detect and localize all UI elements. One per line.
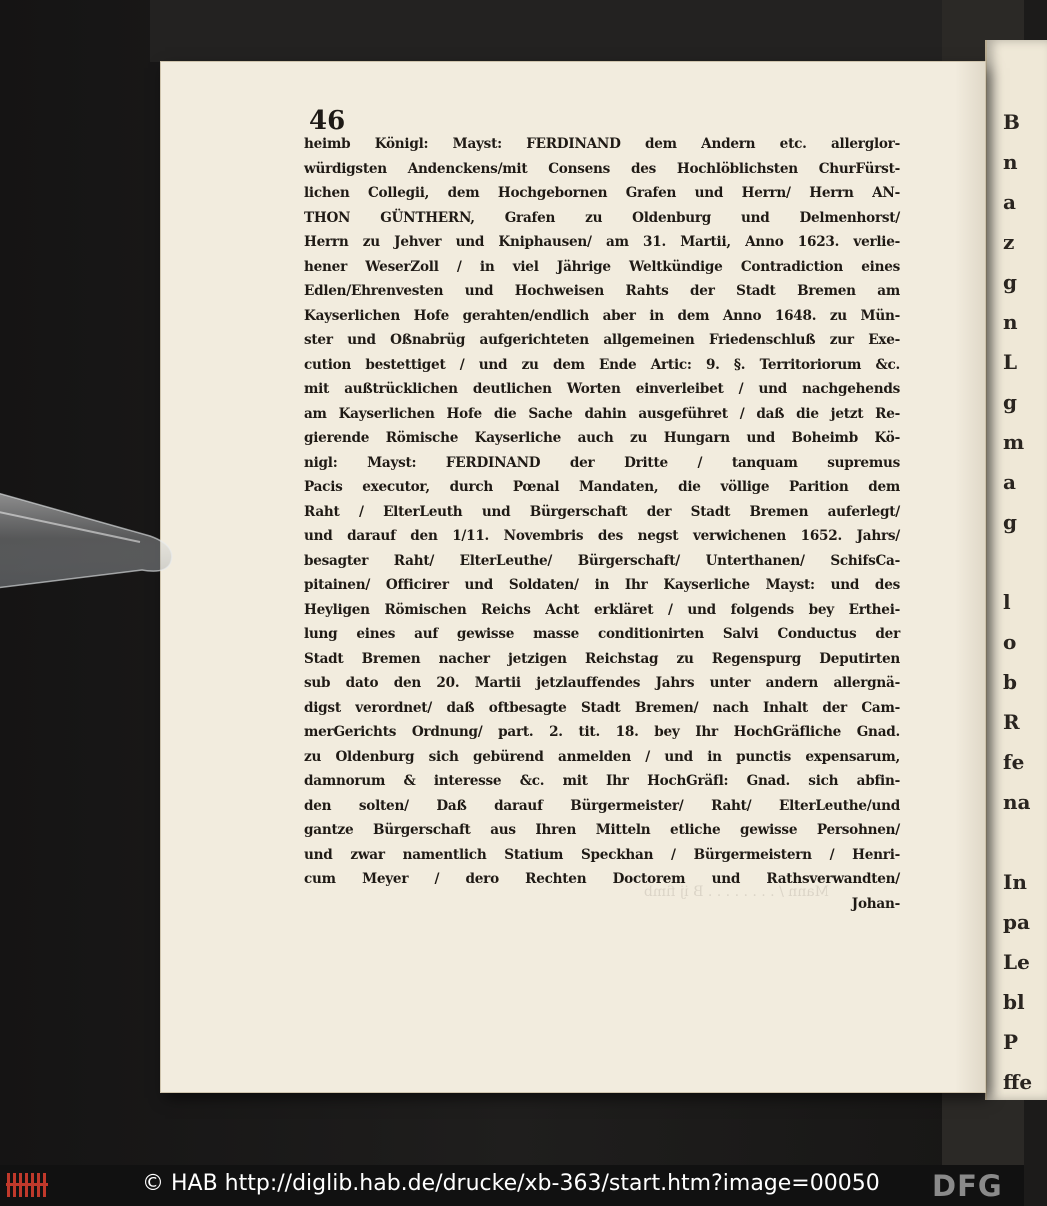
text-line: gantze Bürgerschaft aus Ihren Mitteln etliche gewisse Persohnen/ bbox=[304, 822, 900, 838]
page-text bbox=[304, 132, 900, 916]
text-line: würdigsten Andenckens/mit Consens des Hochlöblichsten ChurFürst- bbox=[304, 160, 900, 177]
facing-page bbox=[985, 40, 1047, 1100]
facing-page-glyph: z bbox=[1003, 230, 1015, 254]
facing-page-glyph: a bbox=[1003, 470, 1016, 494]
background-shadow bbox=[150, 0, 950, 62]
facing-page-glyph: m bbox=[1003, 430, 1025, 454]
text-line: hener WeserZoll / in viel Jährige Weltkündige Contradiction eines bbox=[304, 258, 900, 275]
page-number: 46 bbox=[309, 106, 346, 136]
text-line: Johan- bbox=[851, 895, 900, 912]
gutter-shade bbox=[955, 62, 985, 1092]
text-line: lung eines auf gewisse masse conditionirten Salvi Conductus der bbox=[304, 626, 900, 642]
facing-page-glyph: l bbox=[1003, 590, 1011, 614]
facing-page-glyph: n bbox=[1003, 310, 1018, 334]
text-line: und darauf den 1/11. Novembris des negst verwichenen 1652. Jahrs/ bbox=[304, 528, 900, 544]
text-line: heimb Königl: Mayst: FERDINAND dem Andern etc. allerglor- bbox=[304, 136, 900, 152]
text-line: besagter Raht/ ElterLeuthe/ Bürgerschaft/ Unterthanen/ SchifsCa- bbox=[304, 552, 900, 569]
text-line: lichen Collegii, dem Hochgebornen Grafen und Herrn/ Herrn AN- bbox=[304, 185, 900, 201]
footer-bar bbox=[0, 1165, 1024, 1206]
facing-page-glyph: n bbox=[1003, 150, 1018, 174]
facing-page-glyph: a bbox=[1003, 190, 1016, 214]
facing-page-glyph: P bbox=[1003, 1030, 1019, 1054]
glass-pointer bbox=[0, 478, 185, 598]
text-line: zu Oldenburg sich gebürend anmelden / und in punctis expensarum, bbox=[304, 748, 900, 765]
facing-page-glyph: g bbox=[1003, 270, 1017, 294]
facing-page-glyph: B bbox=[1003, 110, 1020, 134]
text-line: Heyligen Römischen Reichs Acht erkläret / und folgends bey Erthei- bbox=[304, 601, 900, 618]
hab-logo bbox=[6, 1170, 48, 1200]
text-line: pitainen/ Officirer und Soldaten/ in Ihr Kayserliche Mayst: und des bbox=[304, 577, 900, 593]
facing-page-glyph: g bbox=[1003, 510, 1017, 534]
dfg-logo: DFG bbox=[932, 1169, 1003, 1203]
facing-page-glyph: b bbox=[1003, 670, 1017, 694]
text-line: THON GÜNTHERN, Grafen zu Oldenburg und Delmenhorst/ bbox=[304, 209, 900, 226]
facing-page-glyph: L bbox=[1003, 350, 1018, 374]
text-line: Raht / ElterLeuth und Bürgerschaft der Stadt Bremen auferlegt/ bbox=[304, 503, 900, 520]
text-line: cum Meyer / dero Rechten Doctorem und Rathsverwandten/ bbox=[304, 871, 900, 887]
text-line: Herrn zu Jehver und Kniphausen/ am 31. Martii, Anno 1623. verlie- bbox=[304, 234, 900, 250]
facing-page-glyph: R bbox=[1003, 710, 1020, 734]
book-page bbox=[161, 62, 985, 1092]
facing-page-glyph: o bbox=[1003, 630, 1017, 654]
facing-page-glyph: Le bbox=[1003, 950, 1030, 974]
text-line: Kayserlichen Hofe gerahten/endlich aber in dem Anno 1648. zu Mün- bbox=[304, 307, 900, 324]
source-link[interactable]: © HAB http://diglib.hab.de/drucke/xb-363/start.htm?image=00050 bbox=[142, 1171, 880, 1196]
text-line: cution bestettiget / und zu dem Ende Artic: 9. §. Territoriorum &c. bbox=[304, 356, 900, 373]
facing-page-glyph: na bbox=[1003, 790, 1031, 814]
text-line: den solten/ Daß darauf Bürgermeister/ Raht/ ElterLeuthe/und bbox=[304, 797, 900, 814]
facing-page-glyph: fe bbox=[1003, 750, 1025, 774]
facing-page-glyph: g bbox=[1003, 390, 1017, 414]
text-line: sub dato den 20. Martii jetzlauffendes Jahrs unter andern allergnä- bbox=[304, 675, 900, 691]
text-line: nigl: Mayst: FERDINAND der Dritte / tanquam supremus bbox=[304, 454, 900, 471]
text-line: Stadt Bremen nacher jetzigen Reichstag zu Regenspurg Deputirten bbox=[304, 650, 900, 667]
facing-page-glyph: bl bbox=[1003, 990, 1025, 1014]
text-line: damnorum & interesse &c. mit Ihr HochGräfl: Gnad. sich abfin- bbox=[304, 773, 900, 789]
facing-page-glyph: In bbox=[1003, 870, 1027, 894]
text-line: am Kayserlichen Hofe die Sache dahin ausgeführet / daß die jetzt Re- bbox=[304, 405, 900, 422]
facing-page-glyph: pa bbox=[1003, 910, 1030, 934]
facing-page-glyph: ffe bbox=[1003, 1070, 1033, 1094]
text-line: digst verordnet/ daß oftbesagte Stadt Bremen/ nach Inhalt der Cam- bbox=[304, 699, 900, 716]
text-line: Pacis executor, durch Pœnal Mandaten, die völlige Parition dem bbox=[304, 479, 900, 495]
text-line: mit außtrücklichen deutlichen Worten einverleibet / und nachgehends bbox=[304, 381, 900, 397]
text-line: Edlen/Ehrenvesten und Hochweisen Rahts der Stadt Bremen am bbox=[304, 283, 900, 299]
text-line: und zwar namentlich Statium Speckhan / Bürgermeistern / Henri- bbox=[304, 846, 900, 863]
text-line: gierende Römische Kayserliche auch zu Hungarn und Boheimb Kö- bbox=[304, 430, 900, 446]
text-line: merGerichts Ordnung/ part. 2. tit. 18. bey Ihr HochGräfliche Gnad. bbox=[304, 724, 900, 740]
text-line: ster und Oßnabrüg aufgerichteten allgemeinen Friedenschluß zur Exe- bbox=[304, 332, 900, 348]
bleed-through-text: Mann / . . . . . . . . B ij fimb bbox=[643, 884, 829, 900]
